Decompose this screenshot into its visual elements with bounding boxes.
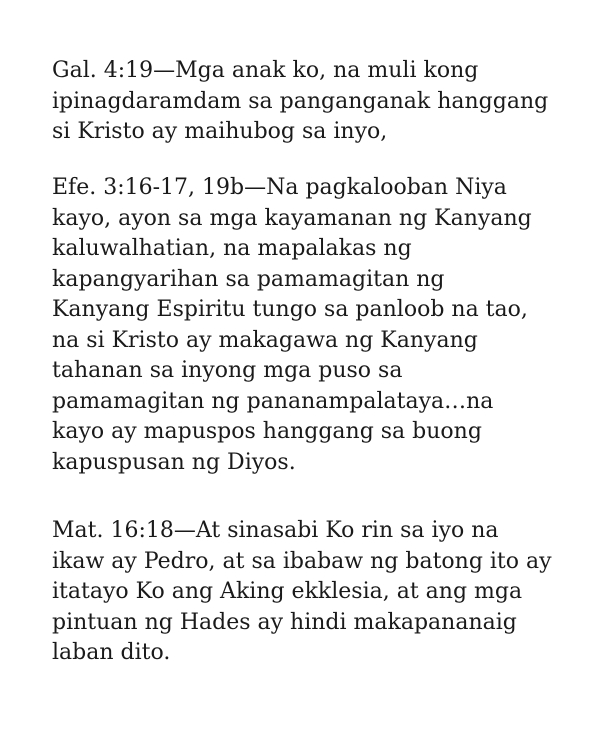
verse-line: Kanyang Espiritu tungo sa panloob na tao, [52,297,528,322]
verse-line: kapuspusan ng Diyos. [52,449,296,475]
verse-line: ikaw ay Pedro, at sa ibabaw ng batong ito ay [52,548,552,574]
verse-line: kayo, ayon sa mga kayamanan ng Kanyang [52,205,532,231]
verse-line: Efe. 3:16-17, 19b—Na pagkalooban Niya [52,175,507,200]
verse-line: Gal. 4:19—Mga anak ko, na muli kong [52,58,479,83]
verse-matthew-16-18 [52,516,592,669]
verse-ephesians-3-16-17-19b [52,173,592,478]
verse-line: laban dito. [52,640,171,665]
verse-line: kayo ay mapuspos hanggang sa buong [52,419,482,444]
verse-galatians-4-19 [52,56,592,148]
verse-line: si Kristo ay maihubog sa inyo, [52,119,388,144]
verse-line: itatayo Ko ang Aking ekklesia, at ang mga [52,579,523,604]
verse-line: tahanan sa inyong mga puso sa [52,358,403,383]
verse-line: kapangyarihan sa pamamagitan ng [52,266,445,292]
verse-line: Mat. 16:18—At sinasabi Ko rin sa iyo na [52,518,499,543]
verse-line: kaluwalhatian, na mapalakas ng [52,236,412,261]
verse-line: pamamagitan ng pananampalataya…na [52,388,494,414]
verse-line: pintuan ng Hades ay hindi makapananaig [52,609,517,635]
verse-line: na si Kristo ay makagawa ng Kanyang [52,327,478,353]
verse-line: ipinagdaramdam sa panganganak hanggang [52,88,549,114]
